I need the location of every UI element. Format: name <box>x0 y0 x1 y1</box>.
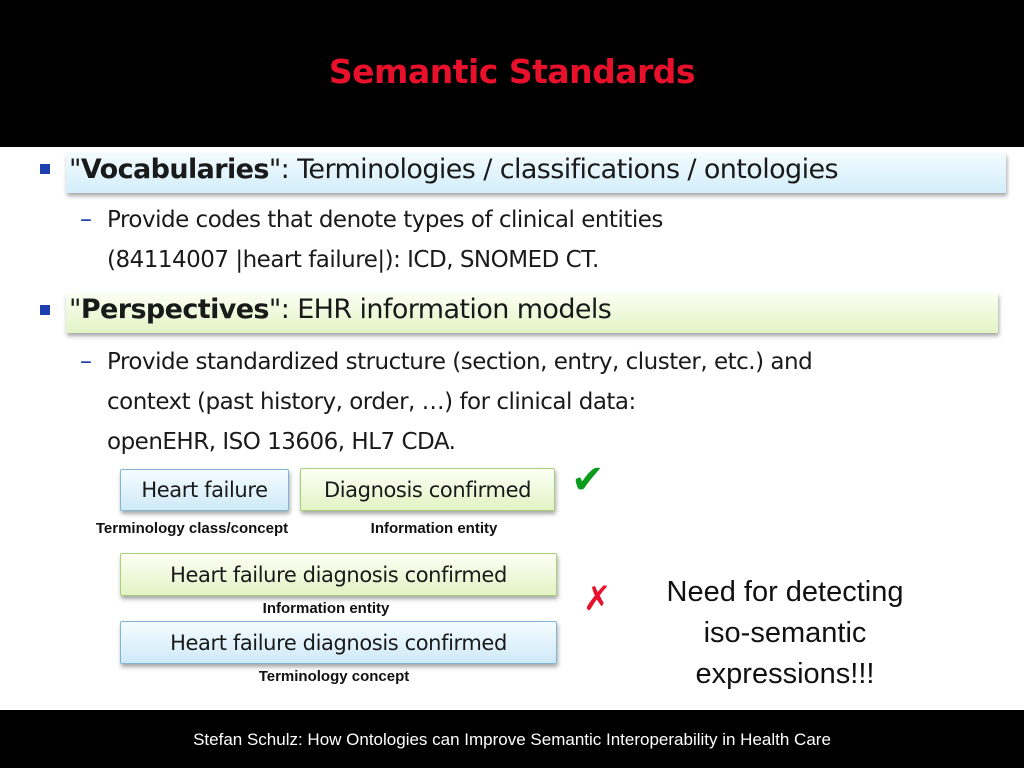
bullet-1-rest: Terminologies / classifications / ontologies <box>289 154 838 185</box>
checkmark-icon: ✔ <box>571 457 605 503</box>
sub-bullet-dash: – <box>80 205 92 233</box>
note-line-1: Need for detecting <box>666 576 904 608</box>
quote-open: " <box>69 154 81 185</box>
bullet-1-text <box>69 154 838 185</box>
bullet-2-text <box>69 294 611 325</box>
concept-box-heart-failure: Heart failure <box>120 469 289 511</box>
quote-close: ": <box>268 294 290 325</box>
iso-semantic-note <box>620 572 950 695</box>
quote-close: ": <box>268 154 290 185</box>
note-line-3: expressions!!! <box>695 658 875 690</box>
bullet-2-term: Perspectives <box>80 294 269 325</box>
bullet-2-sub-line-1: Provide standardized structure (section, entry, cluster, etc.) and <box>107 349 813 375</box>
square-bullet-icon <box>40 305 50 315</box>
caption-terminology-concept: Terminology concept <box>258 668 410 685</box>
combined-concept-box: Heart failure diagnosis confirmed <box>120 621 557 664</box>
square-bullet-icon <box>40 164 50 174</box>
bullet-2-sub-line-2: context (past history, order, …) for clinical data: <box>107 389 636 415</box>
bullet-2-rest: EHR information models <box>289 294 612 325</box>
cross-icon: ✗ <box>583 579 612 619</box>
sub-bullet-dash: – <box>80 347 92 375</box>
quote-open: " <box>69 294 81 325</box>
slide-footer: Stefan Schulz: How Ontologies can Improve Semantic Interoperability in Health Care <box>193 730 831 749</box>
bullet-1-sub-line-1: Provide codes that denote types of clinical entities <box>107 207 663 233</box>
slide-title: Semantic Standards <box>328 52 696 91</box>
combined-entity-box: Heart failure diagnosis confirmed <box>120 553 557 596</box>
entity-box-diagnosis-confirmed: Diagnosis confirmed <box>300 468 555 511</box>
caption-information-entity: Information entity <box>370 520 498 537</box>
bullet-2-sub-line-3: openEHR, ISO 13606, HL7 CDA. <box>107 429 456 455</box>
bullet-1-term: Vocabularies <box>80 154 269 185</box>
bullet-1-sub-line-2: (84114007 |heart failure|): ICD, SNOMED CT. <box>107 247 599 273</box>
caption-information-entity-2: Information entity <box>262 600 390 617</box>
caption-terminology-class-concept: Terminology class/concept <box>95 520 289 537</box>
note-line-2: iso-semantic <box>703 617 867 649</box>
